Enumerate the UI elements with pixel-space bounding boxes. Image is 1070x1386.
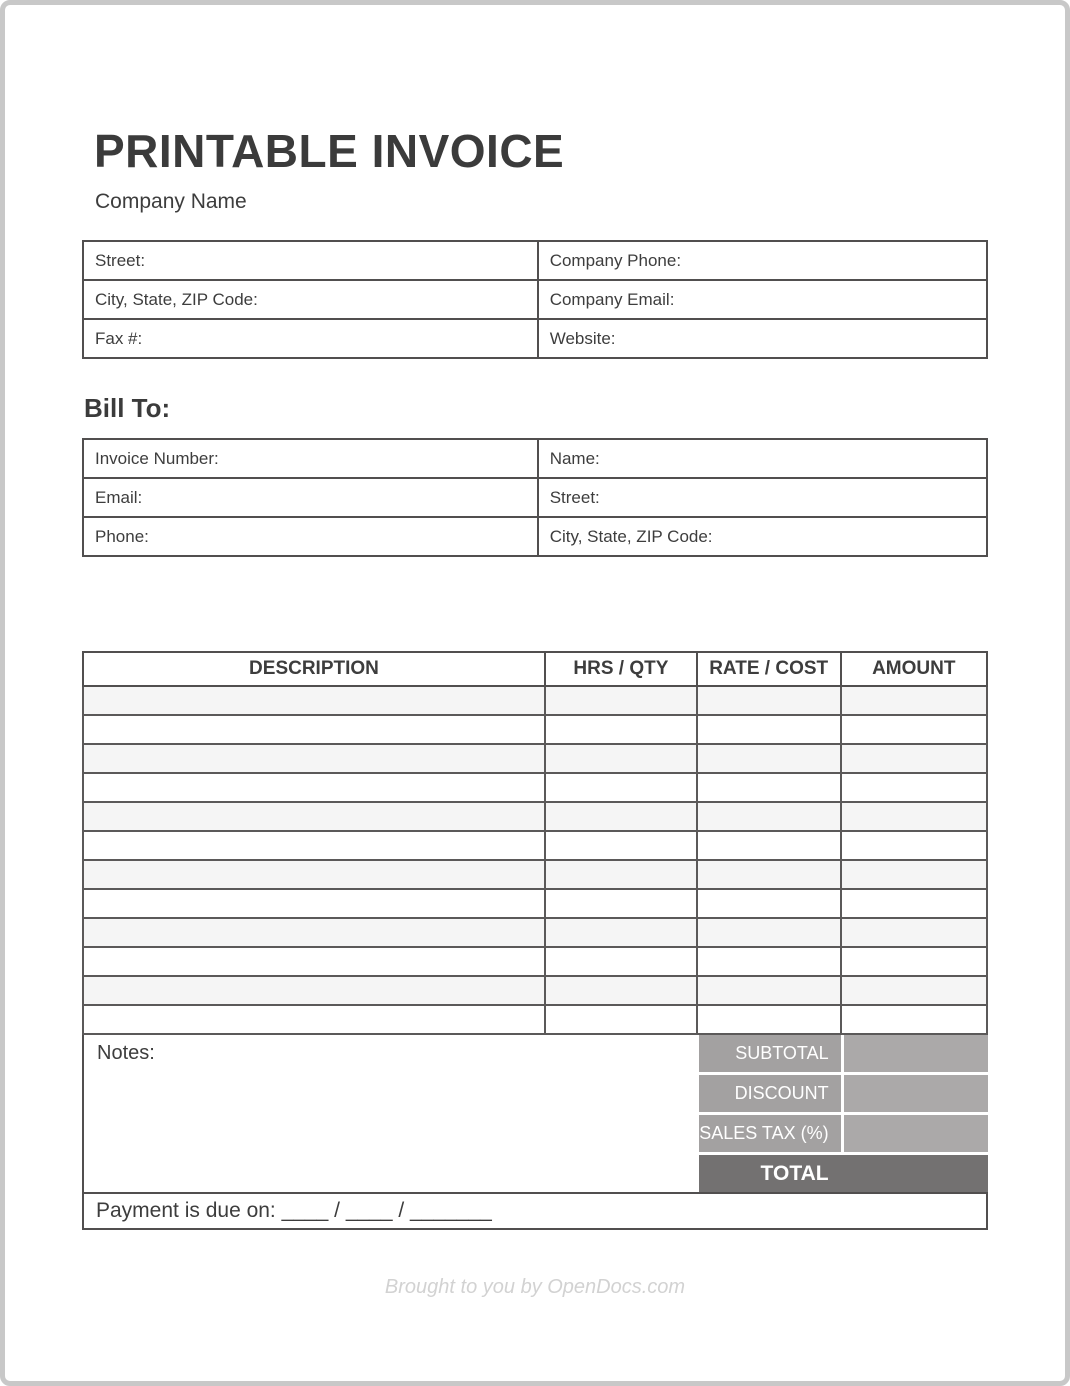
line-item-cell bbox=[83, 715, 545, 744]
hrs-qty-header: HRS / QTY bbox=[545, 652, 697, 686]
line-item-cell bbox=[841, 773, 987, 802]
discount-label: DISCOUNT bbox=[699, 1075, 841, 1112]
line-item-cell bbox=[83, 947, 545, 976]
line-item-cell bbox=[545, 976, 697, 1005]
bill-name-cell: Name: bbox=[538, 439, 987, 478]
line-item-cell bbox=[697, 976, 841, 1005]
line-item-cell bbox=[545, 802, 697, 831]
invoice-number-cell: Invoice Number: bbox=[83, 439, 538, 478]
line-item-cell bbox=[697, 802, 841, 831]
line-item-cell bbox=[841, 831, 987, 860]
total-value bbox=[841, 1155, 988, 1192]
line-item-row bbox=[83, 1005, 987, 1034]
line-item-cell bbox=[697, 1005, 841, 1034]
line-item-cell bbox=[697, 744, 841, 773]
line-item-cell bbox=[841, 686, 987, 715]
company-info-row bbox=[83, 280, 987, 319]
line-item-cell bbox=[841, 889, 987, 918]
line-item-cell bbox=[545, 773, 697, 802]
description-header: DESCRIPTION bbox=[83, 652, 545, 686]
totals-block bbox=[699, 1035, 988, 1192]
line-item-cell bbox=[841, 802, 987, 831]
notes-box bbox=[82, 1035, 699, 1192]
line-item-cell bbox=[83, 918, 545, 947]
footer-credit: Brought to you by OpenDocs.com bbox=[384, 1276, 686, 1299]
fax-cell: Fax #: bbox=[83, 319, 538, 358]
payment-due-bar bbox=[82, 1192, 988, 1230]
line-item-cell bbox=[545, 889, 697, 918]
line-item-cell bbox=[841, 947, 987, 976]
discount-row bbox=[699, 1075, 988, 1112]
sales-tax-label: SALES TAX (%) bbox=[699, 1115, 841, 1152]
subtotal-row bbox=[699, 1035, 988, 1072]
line-item-row bbox=[83, 918, 987, 947]
amount-header: AMOUNT bbox=[841, 652, 987, 686]
website-cell: Website: bbox=[538, 319, 987, 358]
line-item-row bbox=[83, 860, 987, 889]
line-item-cell bbox=[841, 976, 987, 1005]
company-info-table bbox=[82, 240, 988, 359]
city-state-zip-cell: City, State, ZIP Code: bbox=[83, 280, 538, 319]
line-item-cell bbox=[545, 744, 697, 773]
notes-label: Notes: bbox=[97, 1042, 155, 1065]
rate-cost-header: RATE / COST bbox=[697, 652, 841, 686]
line-item-cell bbox=[83, 773, 545, 802]
bill-to-row bbox=[83, 439, 987, 478]
line-item-cell bbox=[697, 947, 841, 976]
line-item-cell bbox=[697, 889, 841, 918]
bill-city-state-zip-cell: City, State, ZIP Code: bbox=[538, 517, 987, 556]
bill-to-table bbox=[82, 438, 988, 557]
bill-email-cell: Email: bbox=[83, 478, 538, 517]
line-item-cell bbox=[83, 744, 545, 773]
company-info-row bbox=[83, 319, 987, 358]
line-item-cell bbox=[545, 860, 697, 889]
bill-street-cell: Street: bbox=[538, 478, 987, 517]
line-item-row bbox=[83, 802, 987, 831]
payment-due-text: Payment is due on: ____ / ____ / _______ bbox=[96, 1199, 492, 1223]
line-item-row bbox=[83, 715, 987, 744]
company-info-row bbox=[83, 241, 987, 280]
street-cell: Street: bbox=[83, 241, 538, 280]
line-item-cell bbox=[841, 744, 987, 773]
line-item-cell bbox=[697, 686, 841, 715]
line-items-header-row bbox=[83, 652, 987, 686]
subtotal-label: SUBTOTAL bbox=[699, 1035, 841, 1072]
company-phone-cell: Company Phone: bbox=[538, 241, 987, 280]
line-item-cell bbox=[697, 918, 841, 947]
subtotal-value bbox=[844, 1035, 988, 1072]
discount-value bbox=[844, 1075, 988, 1112]
line-item-cell bbox=[83, 831, 545, 860]
line-item-cell bbox=[841, 918, 987, 947]
line-item-row bbox=[83, 947, 987, 976]
line-item-cell bbox=[545, 715, 697, 744]
line-item-cell bbox=[841, 715, 987, 744]
line-item-row bbox=[83, 686, 987, 715]
invoice-title: PRINTABLE INVOICE bbox=[94, 125, 565, 177]
line-item-cell bbox=[545, 918, 697, 947]
line-item-cell bbox=[83, 802, 545, 831]
line-item-cell bbox=[841, 1005, 987, 1034]
line-item-cell bbox=[697, 831, 841, 860]
line-item-cell bbox=[83, 889, 545, 918]
line-item-row bbox=[83, 773, 987, 802]
page-content bbox=[5, 127, 1065, 1299]
line-item-cell bbox=[545, 1005, 697, 1034]
line-item-cell bbox=[697, 773, 841, 802]
line-item-cell bbox=[545, 686, 697, 715]
bill-phone-cell: Phone: bbox=[83, 517, 538, 556]
bill-to-heading: Bill To: bbox=[84, 393, 171, 424]
line-item-row bbox=[83, 831, 987, 860]
line-item-row bbox=[83, 976, 987, 1005]
total-row bbox=[699, 1155, 988, 1192]
line-item-cell bbox=[83, 686, 545, 715]
line-item-row bbox=[83, 744, 987, 773]
company-email-cell: Company Email: bbox=[538, 280, 987, 319]
bill-to-row bbox=[83, 478, 987, 517]
line-item-row bbox=[83, 889, 987, 918]
summary-section bbox=[82, 1035, 988, 1192]
line-item-cell bbox=[697, 860, 841, 889]
line-item-cell bbox=[83, 860, 545, 889]
sales-tax-row bbox=[699, 1115, 988, 1152]
bill-to-row bbox=[83, 517, 987, 556]
total-label: TOTAL bbox=[760, 1161, 829, 1185]
sales-tax-value bbox=[844, 1115, 988, 1152]
line-item-cell bbox=[545, 831, 697, 860]
line-items-table bbox=[82, 651, 988, 1035]
company-name: Company Name bbox=[95, 190, 247, 214]
line-item-cell bbox=[83, 976, 545, 1005]
line-item-cell bbox=[83, 1005, 545, 1034]
line-item-cell bbox=[841, 860, 987, 889]
line-item-cell bbox=[697, 715, 841, 744]
line-item-cell bbox=[545, 947, 697, 976]
